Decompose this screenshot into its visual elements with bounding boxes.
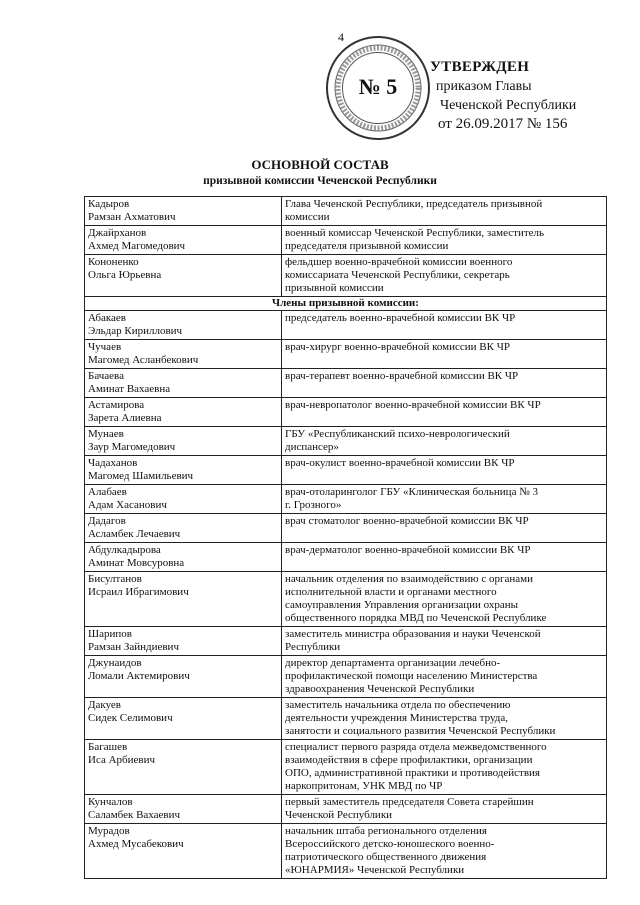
person-role-line: заместитель министра образования и науки Чеченской <box>285 628 541 640</box>
person-name-line: Чадаханов <box>88 457 138 469</box>
person-role <box>282 656 607 698</box>
roster-row <box>85 398 607 427</box>
person-role <box>282 740 607 795</box>
person-name <box>85 740 282 795</box>
person-name-line: Зарета Алиевна <box>88 412 162 424</box>
person-role-line: фельдшер военно-врачебной комиссии военного <box>285 256 513 268</box>
person-role <box>282 311 607 340</box>
person-role-line: специалист первого разряда отдела межведомственного <box>285 741 547 753</box>
person-name <box>85 572 282 627</box>
roster-row <box>85 656 607 698</box>
roster-row <box>85 311 607 340</box>
roster-row <box>85 698 607 740</box>
approval-date-number: от 26.09.2017 № 156 <box>438 116 568 132</box>
person-role-line: наркопритонам, УНК МВД по ЧР <box>285 780 443 792</box>
person-role-line: Всероссийского детско-юношеского военно- <box>285 838 495 850</box>
roster-row <box>85 427 607 456</box>
person-name <box>85 427 282 456</box>
person-name-line: Астамирова <box>88 399 145 411</box>
person-role <box>282 698 607 740</box>
person-role-line: начальник отделения по взаимодействию с органами <box>285 573 533 585</box>
person-role-line: врач-окулист военно-врачебной комиссии ВК ЧР <box>285 457 515 469</box>
seal-number: № 5 <box>358 74 398 99</box>
person-role-line: профилактической помощи населению Министерства <box>285 670 538 682</box>
approval-block <box>430 58 576 134</box>
roster-row <box>85 340 607 369</box>
person-name-line: Абдулкадырова <box>88 544 161 556</box>
roster-row <box>85 485 607 514</box>
person-name-line: Рамзан Зайндиевич <box>88 641 179 653</box>
person-role-line: исполнительной власти и органами местного <box>285 586 497 598</box>
person-name <box>85 369 282 398</box>
person-role-line: председатель военно-врачебной комиссии ВК ЧР <box>285 312 516 324</box>
person-name <box>85 627 282 656</box>
person-name <box>85 398 282 427</box>
person-name <box>85 698 282 740</box>
person-role <box>282 543 607 572</box>
person-role-line: Глава Чеченской Республики, председатель призывной <box>285 198 543 210</box>
person-role <box>282 514 607 543</box>
roster-row <box>85 197 607 226</box>
person-name-line: Адам Хасанович <box>88 499 167 511</box>
roster-row <box>85 740 607 795</box>
person-role-line: самоуправления Управления организации охраны <box>285 599 518 611</box>
person-name-line: Саламбек Вахаевич <box>88 809 181 821</box>
person-name <box>85 824 282 879</box>
person-role-line: деятельности учреждения Министерства труда, <box>285 712 509 724</box>
roster-row <box>85 369 607 398</box>
person-name-line: Бисултанов <box>88 573 142 585</box>
person-role-line: патриотического общественного движения <box>285 851 487 863</box>
approval-word: УТВЕРЖДЕН <box>430 59 530 75</box>
title-main: ОСНОВНОЙ СОСТАВ <box>251 157 389 172</box>
person-role-line: начальник штаба регионального отделения <box>285 825 487 837</box>
person-name <box>85 255 282 297</box>
person-role-line: заместитель начальника отдела по обеспечению <box>285 699 511 711</box>
person-name-line: Эльдар Кириллович <box>88 325 183 337</box>
person-name <box>85 656 282 698</box>
person-role <box>282 340 607 369</box>
person-name-line: Рамзан Ахматович <box>88 211 176 223</box>
person-role-line: врач-дерматолог военно-врачебной комиссии ВК ЧР <box>285 544 531 556</box>
person-name-line: Дадагов <box>88 515 126 527</box>
person-role-line: ГБУ «Республиканский психо-неврологический <box>285 428 510 440</box>
person-name-line: Чучаев <box>88 341 122 353</box>
person-role-line: врач стоматолог военно-врачебной комиссии ВК ЧР <box>285 515 529 527</box>
person-name-line: Мурадов <box>88 825 130 837</box>
person-role-line: врач-хирург военно-врачебной комиссии ВК ЧР <box>285 341 510 353</box>
person-name-line: Иса Арбиевич <box>88 754 156 766</box>
person-role <box>282 255 607 297</box>
person-name <box>85 197 282 226</box>
person-role <box>282 795 607 824</box>
person-name-line: Кунчалов <box>88 796 133 808</box>
person-name <box>85 795 282 824</box>
person-role <box>282 197 607 226</box>
roster-row <box>85 456 607 485</box>
person-name <box>85 226 282 255</box>
person-name <box>85 514 282 543</box>
person-role-line: ОПО, административной практики и противодействия <box>285 767 540 779</box>
roster-row <box>85 226 607 255</box>
official-seal <box>326 36 430 140</box>
person-role-line: занятости и социального развития Чеченской Республики <box>285 725 556 737</box>
person-role-line: комиссии <box>285 211 330 223</box>
person-role-line: врач-отоларинголог ГБУ «Клиническая больница № 3 <box>285 486 538 498</box>
roster-row <box>85 514 607 543</box>
person-name-line: Кадыров <box>88 198 130 210</box>
person-role <box>282 398 607 427</box>
person-role <box>282 427 607 456</box>
roster-row <box>85 255 607 297</box>
roster-row <box>85 543 607 572</box>
person-role <box>282 226 607 255</box>
roster-row <box>85 572 607 627</box>
person-role <box>282 572 607 627</box>
person-role <box>282 824 607 879</box>
person-name <box>85 456 282 485</box>
person-name-line: Мунаев <box>88 428 124 440</box>
person-name-line: Алабаев <box>88 486 127 498</box>
person-role-line: г. Грозного» <box>285 499 342 511</box>
person-role-line: врач-невропатолог военно-врачебной комиссии ВК ЧР <box>285 399 541 411</box>
commission-roster-table <box>84 196 607 879</box>
person-role-line: взаимодействия в сфере профилактики, организации <box>285 754 533 766</box>
person-role-line: Чеченской Республики <box>285 809 393 821</box>
person-role-line: Республики <box>285 641 341 653</box>
person-name-line: Исраил Ибрагимович <box>88 586 189 598</box>
person-name-line: Аминат Мовсуровна <box>88 557 185 569</box>
person-role-line: диспансер» <box>285 441 339 453</box>
person-role-line: общественного порядка МВД по Чеченской Республике <box>285 612 547 624</box>
person-name-line: Магомед Асланбекович <box>88 354 199 366</box>
person-role <box>282 456 607 485</box>
person-role-line: здравоохранения Чеченской Республики <box>285 683 475 695</box>
person-name <box>85 340 282 369</box>
person-name-line: Джунаидов <box>88 657 142 669</box>
page-number: 4 <box>338 30 344 44</box>
section-row <box>85 297 607 311</box>
person-role-line: военный комиссар Чеченской Республики, заместитель <box>285 227 545 239</box>
person-name-line: Магомед Шамильевич <box>88 470 194 482</box>
person-role-line: председателя призывной комиссии <box>285 240 449 252</box>
person-role-line: врач-терапевт военно-врачебной комиссии ВК ЧР <box>285 370 519 382</box>
person-name-line: Ломали Актемирович <box>88 670 190 682</box>
person-name <box>85 485 282 514</box>
person-name-line: Кононенко <box>88 256 139 268</box>
person-role-line: комиссариата Чеченской Республики, секретарь <box>285 269 510 281</box>
person-role-line: «ЮНАРМИЯ» Чеченской Республики <box>285 864 465 876</box>
person-name-line: Аминат Вахаевна <box>88 383 171 395</box>
approval-order: приказом Главы <box>436 79 532 94</box>
person-name-line: Ольга Юрьевна <box>88 269 162 281</box>
roster-row <box>85 795 607 824</box>
person-name-line: Бачаева <box>88 370 124 382</box>
approval-republic: Чеченской Республики <box>440 98 577 113</box>
person-role-line: первый заместитель председателя Совета старейшин <box>285 796 534 808</box>
person-name-line: Сидек Селимович <box>88 712 173 724</box>
person-name <box>85 543 282 572</box>
person-name-line: Джайрханов <box>88 227 147 239</box>
members-section-label: Члены призывной комиссии: <box>85 297 607 311</box>
person-name-line: Асламбек Лечаевич <box>88 528 181 540</box>
roster-row <box>85 627 607 656</box>
document-title <box>0 156 640 190</box>
person-role-line: призывной комиссии <box>285 282 384 294</box>
person-name <box>85 311 282 340</box>
person-role-line: директор департамента организации лечебно- <box>285 657 501 669</box>
person-name-line: Заур Магомедович <box>88 441 176 453</box>
roster-row <box>85 824 607 879</box>
person-name-line: Ахмед Магомедович <box>88 240 186 252</box>
person-name-line: Шарипов <box>88 628 132 640</box>
roster-body <box>85 197 607 879</box>
person-role <box>282 627 607 656</box>
person-role <box>282 369 607 398</box>
person-role <box>282 485 607 514</box>
person-name-line: Ахмед Мусабекович <box>88 838 184 850</box>
person-name-line: Дакуев <box>88 699 122 711</box>
person-name-line: Багашев <box>88 741 128 753</box>
person-name-line: Абакаев <box>88 312 127 324</box>
title-sub: призывной комиссии Чеченской Республики <box>203 175 437 187</box>
